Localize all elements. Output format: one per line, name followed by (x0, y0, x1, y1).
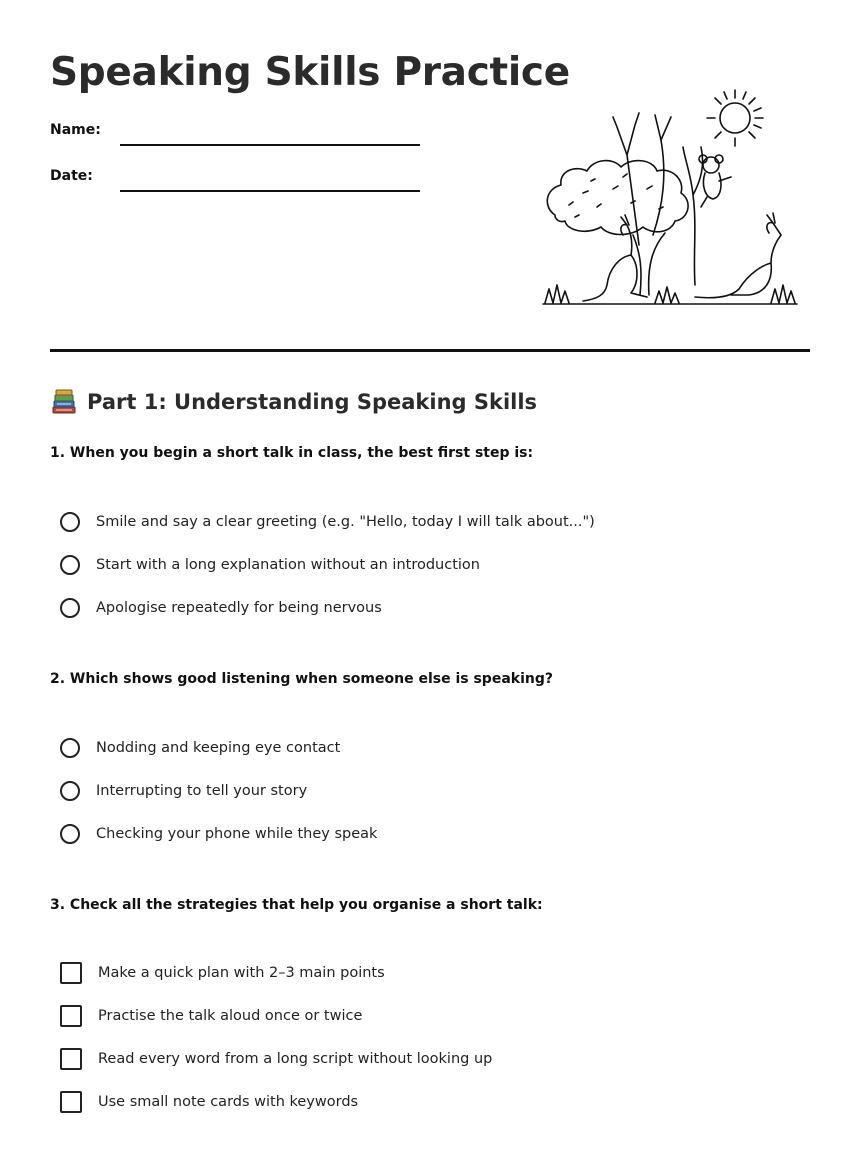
question-1-option-1[interactable] (60, 509, 595, 535)
name-line[interactable] (120, 144, 420, 146)
checkbox[interactable] (60, 962, 82, 984)
section-divider (50, 349, 810, 352)
question-3-option-3[interactable] (60, 1046, 492, 1072)
radio-button[interactable] (60, 738, 80, 758)
question-2: 2. Which shows good listening when someone else is speaking? (50, 671, 553, 687)
option-label: Interrupting to tell your story (96, 783, 308, 799)
option-label: Make a quick plan with 2–3 main points (98, 965, 385, 981)
question-1-option-2[interactable] (60, 552, 480, 578)
date-line[interactable] (120, 190, 420, 192)
kangaroo-icon (695, 213, 781, 298)
radio-button[interactable] (60, 824, 80, 844)
part1-heading-text: Part 1: Understanding Speaking Skills (87, 390, 538, 414)
radio-button[interactable] (60, 781, 80, 801)
question-3-option-4[interactable] (60, 1089, 358, 1115)
option-label: Nodding and keeping eye contact (96, 740, 341, 756)
option-label: Read every word from a long script without looking up (98, 1051, 493, 1067)
name-label: Name: (50, 122, 101, 138)
part1-heading (50, 388, 537, 416)
date-label: Date: (50, 168, 93, 184)
koala-icon (699, 155, 731, 207)
radio-button[interactable] (60, 512, 80, 532)
option-label: Smile and say a clear greeting (e.g. "Hello, today I will talk about...") (96, 514, 595, 530)
checkbox[interactable] (60, 1048, 82, 1070)
question-1-option-3[interactable] (60, 595, 382, 621)
books-icon (50, 388, 78, 416)
sun-icon (707, 90, 763, 146)
question-2-option-1[interactable] (60, 735, 340, 761)
option-label: Use small note cards with keywords (98, 1094, 359, 1110)
option-label: Start with a long explanation without an introduction (96, 557, 480, 573)
option-label: Practise the talk aloud once or twice (98, 1008, 363, 1024)
gum-tree-icon (547, 113, 702, 295)
name-field[interactable] (50, 116, 420, 146)
worksheet-title: Speaking Skills Practice (50, 50, 570, 95)
question-2-option-2[interactable] (60, 778, 307, 804)
option-label: Apologise repeatedly for being nervous (96, 600, 382, 616)
grass-icon (543, 285, 797, 304)
question-3: 3. Check all the strategies that help you organise a short talk: (50, 897, 543, 913)
radio-button[interactable] (60, 598, 80, 618)
checkbox[interactable] (60, 1091, 82, 1113)
checkbox[interactable] (60, 1005, 82, 1027)
question-2-option-3[interactable] (60, 821, 377, 847)
question-3-option-2[interactable] (60, 1003, 362, 1029)
question-3-option-1[interactable] (60, 960, 385, 986)
radio-button[interactable] (60, 555, 80, 575)
australian-bush-scene-icon (535, 85, 810, 315)
date-field[interactable] (50, 162, 420, 192)
option-label: Checking your phone while they speak (96, 826, 378, 842)
question-1: 1. When you begin a short talk in class, the best first step is: (50, 445, 534, 461)
